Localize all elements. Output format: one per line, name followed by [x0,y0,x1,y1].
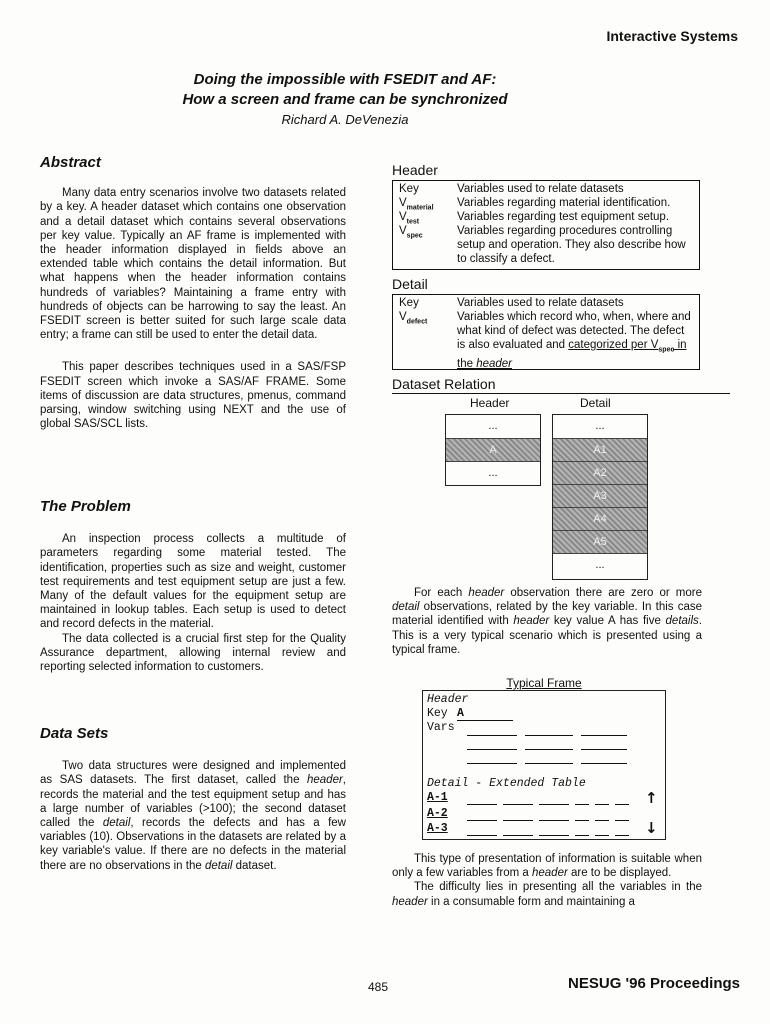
frame-detail-label: Detail - Extended Table [427,777,586,790]
frame-var-field[interactable] [525,749,573,750]
title-line-2: How a screen and frame can be synchronized [182,91,508,108]
relation-detail-label: Detail [580,396,611,410]
frame-cell-field[interactable] [595,820,609,821]
header-row-material: $V_{material}$ [399,197,434,212]
relation-detail-cell: A4 [553,507,647,530]
frame-key-label: Key [427,707,448,720]
frame-cell-field[interactable] [595,835,609,836]
typical-frame [422,690,666,840]
frame-var-field[interactable] [581,749,627,750]
frame-var-field[interactable] [581,735,627,736]
frame-var-field[interactable] [467,735,517,736]
relation-detail-cell: A1 [553,438,647,461]
frame-cell-field[interactable] [575,820,589,821]
frame-cell-field[interactable] [503,835,533,836]
scroll-up-icon[interactable]: ↑ [645,789,658,807]
frame-cell-field[interactable] [467,804,497,805]
relation-detail-cell: ... [553,553,647,576]
frame-var-field[interactable] [525,735,573,736]
relation-detail-cell: ... [595,420,605,432]
header-row-test-desc: Variables regarding test equipment setup. [457,211,670,223]
frame-key-field[interactable]: A [457,707,513,721]
frame-header-label: Header [427,693,469,706]
scroll-down-icon[interactable]: ↓ [645,819,658,837]
section-header: Interactive Systems [606,28,738,44]
abstract-heading: Abstract [40,154,101,171]
problem-section [40,500,346,674]
frame-var-field[interactable] [525,763,573,764]
problem-p2: The data collected is a crucial first step for the Quality Assurance department, allowing internal review and reporting selected information to customers. [40,632,346,674]
header-row-key: Key [399,183,419,195]
header-row-test: $V_{test}$ [399,211,420,226]
frame-cell-field[interactable] [575,804,589,805]
relation-label: Dataset Relation [392,376,496,392]
header-variable-box [392,180,700,270]
frame-vars-label: Vars [427,721,455,734]
frame-cell-field[interactable] [467,820,497,821]
frame-cell-field[interactable] [539,835,569,836]
detail-row-defect-desc: Variables which record who, when, where and what kind of defect was detected. The defect is also evaluated and categorized per $V_{spec}$ in the header [457,311,691,371]
problem-heading: The Problem [40,498,131,515]
relation-detail-cell: A2 [553,461,647,484]
frame-cell-field[interactable] [575,835,589,836]
frame-row-label: A-2 [427,807,448,820]
title-line-1: Doing the impossible with FSEDIT and AF: [193,71,497,88]
header-box-label: Header [392,162,438,178]
page-number: 485 [368,980,389,994]
frame-cell-field[interactable] [539,804,569,805]
datasets-heading: Data Sets [40,725,109,742]
abstract-p2: This paper describes techniques used in a SAS/FSP FSEDIT screen which invoke a SAS/AF FRAME. Some items of discussion are data structures, pmenus, command parsing, window switching using NEXT and the use of global SAS/SCL lists. [40,361,346,431]
typical-frame-label: Typical Frame [506,676,582,690]
header-row-material-desc: Variables regarding material identification. [457,197,671,209]
frame-cell-field[interactable] [595,804,609,805]
relation-header-table [445,414,541,486]
abstract-section [40,156,346,431]
frame-cell-field[interactable] [503,820,533,821]
header-row-key-desc: Variables used to relate datasets [457,183,624,195]
frame-cell-field[interactable] [615,804,629,805]
detail-row-key: Key [399,297,419,309]
relation-header-cell: ... [446,461,540,484]
frame-cell-field[interactable] [503,804,533,805]
relation-header-cell: ... [488,420,498,432]
header-row-spec-desc: Variables regarding procedures controlling setup and operation. They also describe how to classify a defect. [457,225,686,265]
frame-cell-field[interactable] [615,820,629,821]
title-block [0,70,690,130]
proceedings-label: NESUG '96 Proceedings [568,975,740,992]
relation-header-label: Header [470,396,510,410]
header-row-spec: $V_{spec}$ [399,225,423,240]
datasets-p1: Two data structures were designed and implemented as SAS datasets. The first dataset, called the header, records the material and the test equipment setup and has a large number of variables (>100); the second dataset called the detail, records the defects and has a few variables (10). Observations in the datasets are related by a key variable's value. If there are no defects in the material there are no observations in the detail dataset. [40,760,346,872]
after-frame-p2: The difficulty lies in presenting all the variables in the header in a consumable form and maintaining a [392,881,702,908]
frame-row-label: A-1 [427,791,448,804]
relation-detail-table [552,414,648,580]
frame-row-label: A-3 [427,822,448,835]
frame-cell-field[interactable] [615,835,629,836]
detail-row-defect: $V_{defect}$ [399,311,428,326]
relation-header-cell: A [446,438,540,461]
relation-detail-cell: A3 [553,484,647,507]
relation-text [392,586,702,657]
detail-variable-box [392,294,700,370]
relation-paragraph: For each header observation there are zero or more detail observations, related by the key variable. In this case material identified with header key value A has five details. This is a very typical scenario which is presented using a typical frame. [392,587,702,656]
frame-cell-field[interactable] [539,820,569,821]
datasets-section [40,727,346,873]
frame-cell-field[interactable] [467,835,497,836]
frame-var-field[interactable] [467,763,517,764]
abstract-p1: Many data entry scenarios involve two datasets related by a key. A header dataset which contains one observation and a detail dataset which contains several observations per key value. Typically an AF frame is implemented with the header information displayed in fields above an extended table which contains the detail information. But what happens when the header information contains hundreds of variables? Maintaining a frame entry with hundreds of objects can be harrowing to say the least. An FSEDIT screen is better suited for such large scale data entry; a frame can still be used to enter the detail data. [40,187,346,342]
detail-row-key-desc: Variables used to relate datasets [457,297,624,309]
author: Richard A. DeVenezia [281,112,409,127]
detail-box-label: Detail [392,276,428,292]
problem-p1: An inspection process collects a multitude of parameters regarding some material tested. The identification, properties such as size and weight, customer test requirements and test equipment setup are just a few. Many of the default values for the equipment setup are maintained in lookup tables. Each setup is used to detect and record defects in the material. [40,533,346,631]
frame-var-field[interactable] [581,763,627,764]
frame-var-field[interactable] [467,749,517,750]
after-frame-text [392,852,702,909]
relation-detail-cell: A5 [553,530,647,553]
after-frame-p1: This type of presentation of information is suitable when only a few variables from a header are to be displayed. [392,853,702,880]
relation-rule [392,393,730,394]
